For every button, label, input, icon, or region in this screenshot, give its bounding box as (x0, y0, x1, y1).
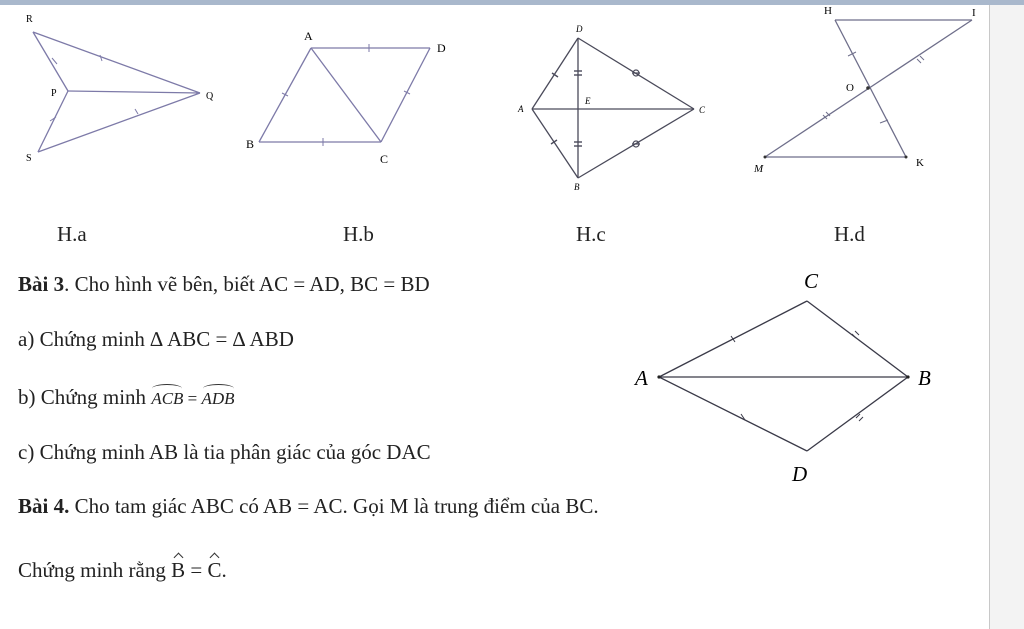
caption-h-c: H.c (576, 222, 606, 246)
label-d: D (792, 462, 808, 486)
label-d: D (576, 24, 583, 34)
label-b: B (918, 366, 931, 390)
bai-3-title: Bài 3 (18, 272, 65, 296)
figure-bai-3 (620, 260, 960, 495)
label-c: C (699, 105, 706, 115)
figure-h-a (0, 0, 250, 190)
label-r: R (26, 14, 33, 25)
label-i: I (972, 7, 976, 19)
label-c: C (380, 152, 389, 166)
figure-h-d (740, 0, 990, 190)
label-b: B (246, 137, 255, 151)
bai-3-part-b (18, 385, 235, 411)
label-q: Q (206, 91, 214, 102)
label-d: D (437, 41, 446, 55)
figure-h-b (230, 20, 470, 180)
angle-c-hat: C (207, 558, 222, 582)
bai-4-text: Cho tam giác ABC có AB = AC. Gọi M là trung điểm của BC. (69, 494, 599, 518)
label-m: M (754, 163, 764, 175)
label-s: S (26, 153, 32, 164)
label-a: A (518, 104, 524, 114)
bai-4-line-2 (18, 558, 227, 582)
part-b-prefix: b) Chứng minh (18, 385, 152, 409)
label-k: K (916, 157, 924, 169)
part-a-formula: ∆ ABC = ∆ ABD (150, 327, 294, 351)
caption-h-a: H.a (57, 222, 87, 246)
part-a-prefix: a) Chứng minh (18, 327, 151, 351)
angle-acb: ACB (151, 387, 183, 411)
bai-4-end: . (221, 558, 227, 582)
label-a: A (635, 366, 648, 390)
bai-3-intro-text: . Cho hình vẽ bên, biết AC = AD, BC = BD (64, 272, 430, 296)
bai-3-part-a (18, 327, 294, 351)
label-o: O (846, 82, 854, 94)
caption-h-b: H.b (343, 222, 374, 246)
label-c: C (804, 269, 819, 293)
part-b-equals: = (183, 389, 202, 408)
bai-3-part-c: c) Chứng minh AB là tia phân giác của góc DAC (18, 440, 431, 464)
page-margin (990, 5, 1024, 629)
label-h: H (824, 5, 832, 17)
label-e: E (585, 96, 591, 106)
angle-b-hat: B (171, 558, 186, 582)
bai-4-equals: = (185, 558, 208, 582)
bai-3-intro (18, 272, 430, 296)
bai-4-title: Bài 4. (18, 494, 70, 518)
label-a: A (304, 29, 313, 43)
bai-4-prefix: Chứng minh rằng (18, 558, 172, 582)
bai-4-line-1 (18, 494, 599, 518)
angle-adb: ADB (202, 387, 235, 411)
figure-h-c (500, 20, 730, 195)
label-p: P (51, 88, 57, 99)
caption-h-d: H.d (834, 222, 865, 246)
label-b: B (574, 182, 580, 192)
